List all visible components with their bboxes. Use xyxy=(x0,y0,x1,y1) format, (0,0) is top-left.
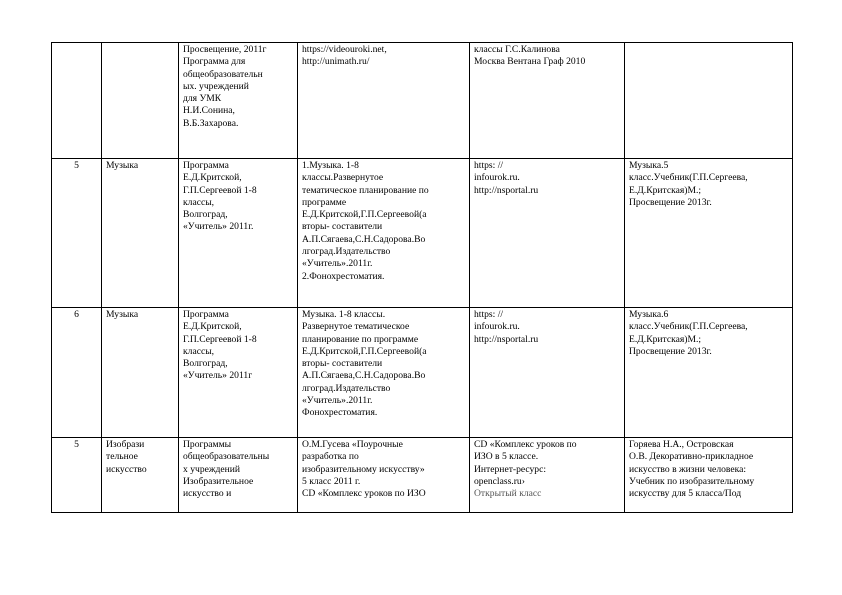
table-row xyxy=(52,43,793,159)
cell-text-line: разработка по xyxy=(302,451,359,463)
row-number-cell: 5 xyxy=(52,438,102,513)
cell-text-line: класс.Учебник(Г.П.Сергеева, xyxy=(629,172,748,184)
cell-text-line: http://nsportal.ru xyxy=(474,333,539,345)
cell-text-line: 2.Фонохрестоматия. xyxy=(302,270,385,282)
cell-text-line: Музыка xyxy=(106,309,139,320)
cell-text-line: х учреждений xyxy=(183,463,241,475)
cell-text-line: Г.П.Сергеевой 1-8 xyxy=(183,184,257,196)
cell-text-line: вторы- составители xyxy=(302,221,383,233)
table-row xyxy=(52,159,793,308)
cell-text-line: искусству для 5 класса/Под xyxy=(629,488,742,500)
table-row xyxy=(52,438,793,513)
internet-resources-cell xyxy=(470,43,625,159)
cell-text-line: изобразительному искусству» xyxy=(302,463,425,475)
cell-text-line: CD «Комплекс уроков по ИЗО xyxy=(302,488,426,500)
program-cell xyxy=(179,438,298,513)
materials-cell xyxy=(298,438,470,513)
cell-text-line: CD «Комплекс уроков по xyxy=(474,439,577,450)
cell-text-line: тематическое планирование по xyxy=(302,184,429,196)
textbook-cell xyxy=(625,43,793,159)
table-body xyxy=(52,43,793,513)
cell-text-line: Открытый класс xyxy=(474,488,542,500)
cell-text-line: http://unimath.ru/ xyxy=(302,56,370,68)
internet-resources-cell xyxy=(470,308,625,438)
cell-text-line: Е.Д.Критская)М.; xyxy=(629,184,702,196)
subject-cell xyxy=(102,438,179,513)
cell-text-line: 1.Музыка. 1-8 xyxy=(302,160,359,171)
table-row xyxy=(52,308,793,438)
program-cell xyxy=(179,159,298,308)
cell-text-line: Музыка. 1-8 классы. xyxy=(302,309,386,320)
cell-text-line: Е.Д.Критская)М.; xyxy=(629,333,702,345)
cell-text-line: Программа для xyxy=(183,56,246,68)
cell-text-line: О.М.Гусева «Поурочные xyxy=(302,439,403,450)
cell-text-line: Программа xyxy=(183,160,229,171)
textbook-cell xyxy=(625,308,793,438)
cell-text-line: «Учитель» 2011г. xyxy=(183,221,254,233)
program-cell xyxy=(179,43,298,159)
subject-cell xyxy=(102,159,179,308)
cell-text-line: Музыка.5 xyxy=(629,160,669,171)
row-number-cell: 6 xyxy=(52,308,102,438)
cell-text-line: Программа xyxy=(183,309,229,320)
cell-text-line: Волгоград, xyxy=(183,358,228,370)
cell-text-line: Музыка.6 xyxy=(629,309,669,320)
cell-text-line: 5 класс 2011 г. xyxy=(302,475,361,487)
cell-text-line: искусство xyxy=(106,463,147,475)
cell-text-line: https://videouroki.net, xyxy=(302,44,387,55)
cell-text-line: классы, xyxy=(183,345,215,357)
cell-text-line: openclass.ru› xyxy=(474,475,525,487)
internet-resources-cell xyxy=(470,159,625,308)
cell-text-line: искусство и xyxy=(183,488,232,500)
cell-text-line: infourok.ru. xyxy=(474,321,520,333)
cell-text-line: Программы xyxy=(183,439,232,450)
cell-text-line: Е.Д.Критской,Г.П.Сергеевой(а xyxy=(302,345,427,357)
cell-text-line: В.Б.Захарова. xyxy=(183,117,239,129)
cell-text-line: классы, xyxy=(183,196,215,208)
cell-text-line: О.В. Декоративно-прикладное xyxy=(629,451,754,463)
cell-text-line: Изобразительное xyxy=(183,475,254,487)
cell-text-line: «Учитель».2011г. xyxy=(302,258,373,270)
cell-text-line: планирование по программе xyxy=(302,333,419,345)
cell-text-line: Фонохрестоматия. xyxy=(302,407,378,419)
cell-text-line: искусство в жизни человека: xyxy=(629,463,747,475)
cell-text-line: Музыка xyxy=(106,160,139,171)
subject-cell xyxy=(102,43,179,159)
subject-cell xyxy=(102,308,179,438)
row-number-cell xyxy=(52,43,102,159)
cell-text-line: «Учитель».2011г. xyxy=(302,395,373,407)
cell-text-line: для УМК xyxy=(183,93,222,105)
materials-cell xyxy=(298,43,470,159)
cell-text-line: https: // xyxy=(474,160,504,171)
cell-text-line: http://nsportal.ru xyxy=(474,184,539,196)
materials-cell xyxy=(298,308,470,438)
cell-text-line: общеобразовательн xyxy=(183,68,263,80)
cell-text-line: тельное xyxy=(106,451,138,463)
cell-text-line: Интернет-ресурс: xyxy=(474,463,547,475)
cell-text-line: Просвещение 2013г. xyxy=(629,196,712,208)
cell-text-line: Развернутое тематическое xyxy=(302,321,410,333)
row-number-cell: 5 xyxy=(52,159,102,308)
cell-text-line: общеобразовательны xyxy=(183,451,270,463)
cell-text-line: Учебник по изобразительному xyxy=(629,475,755,487)
cell-text-line: ИЗО в 5 классе. xyxy=(474,451,539,463)
textbook-cell xyxy=(625,438,793,513)
cell-text-line: вторы- составители xyxy=(302,358,383,370)
cell-text-line: Е.Д.Критской, xyxy=(183,172,242,184)
cell-text-line: класс.Учебник(Г.П.Сергеева, xyxy=(629,321,748,333)
cell-text-line: лгоград.Издательство xyxy=(302,246,391,258)
cell-text-line: Н.И.Сонина, xyxy=(183,105,235,117)
internet-resources-cell xyxy=(470,438,625,513)
cell-text-line: infourok.ru. xyxy=(474,172,520,184)
cell-text-line: Е.Д.Критской,Г.П.Сергеевой(а xyxy=(302,209,427,221)
curriculum-table xyxy=(51,42,793,513)
cell-text-line: программе xyxy=(302,196,347,208)
cell-text-line: Горяева Н.А., Островская xyxy=(629,439,734,450)
cell-text-line: Волгоград, xyxy=(183,209,228,221)
cell-text-line: «Учитель» 2011г xyxy=(183,370,253,382)
cell-text-line: А.П.Сягаева,С.Н.Садорова.Во xyxy=(302,370,426,382)
cell-text-line: лгоград.Издательство xyxy=(302,382,391,394)
textbook-cell xyxy=(625,159,793,308)
cell-text-line: Просвещение, 2011г xyxy=(183,44,267,55)
cell-text-line: ых. учреждений xyxy=(183,80,249,92)
cell-text-line: А.П.Сягаева,С.Н.Садорова.Во xyxy=(302,233,426,245)
cell-text-line: Е.Д.Критской, xyxy=(183,321,242,333)
cell-text-line: Г.П.Сергеевой 1-8 xyxy=(183,333,257,345)
cell-text-line: https: // xyxy=(474,309,504,320)
cell-text-line: классы.Развернутое xyxy=(302,172,384,184)
materials-cell xyxy=(298,159,470,308)
cell-text-line: Изобрази xyxy=(106,439,145,450)
cell-text-line: классы Г.С.Калинова xyxy=(474,44,560,55)
cell-text-line: Москва Вентана Граф 2010 xyxy=(474,56,586,68)
program-cell xyxy=(179,308,298,438)
cell-text-line: Просвещение 2013г. xyxy=(629,345,712,357)
